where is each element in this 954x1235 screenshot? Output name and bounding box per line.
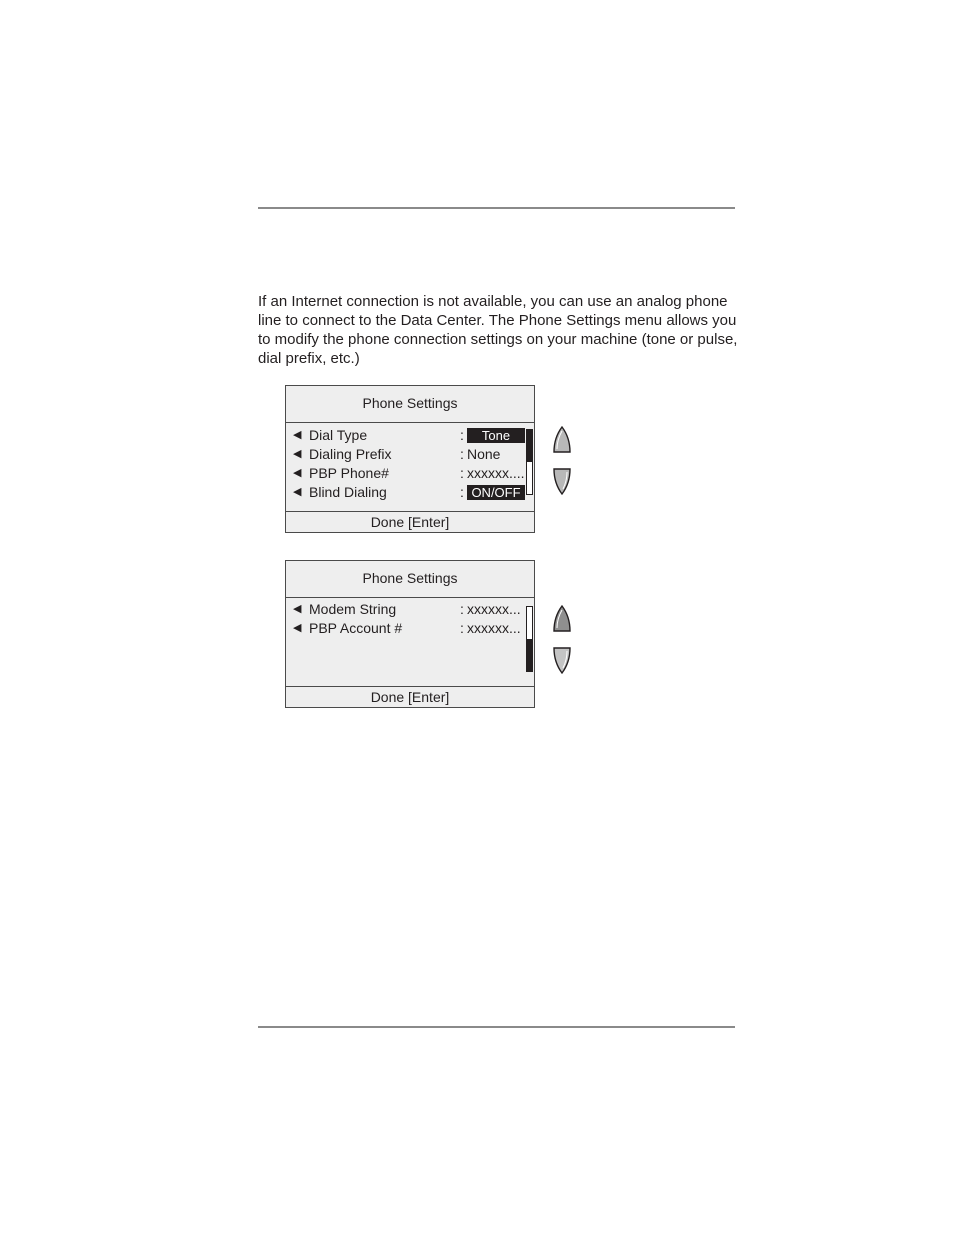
scroll-thumb[interactable]: [527, 430, 532, 462]
menu-item-label: Modem String: [309, 601, 397, 617]
menu-item-pbp-phone[interactable]: [293, 464, 534, 483]
scroll-thumb[interactable]: [527, 639, 532, 671]
phone-settings-screen-2: [285, 560, 535, 708]
done-enter-label[interactable]: Done [Enter]: [286, 686, 534, 707]
scrollbar[interactable]: [526, 429, 533, 495]
pbp-account-value: xxxxxx...: [467, 620, 521, 636]
pbp-phone-value: xxxxxx....: [467, 465, 525, 481]
separator-colon: :: [460, 601, 464, 617]
down-arrow-key-icon[interactable]: [552, 646, 572, 674]
menu-item-label: PBP Account #: [309, 620, 403, 636]
up-arrow-key-icon[interactable]: [552, 426, 572, 454]
phone-settings-screen-1: [285, 385, 535, 533]
scrollbar[interactable]: [526, 606, 533, 672]
done-enter-label[interactable]: Done [Enter]: [286, 511, 534, 532]
separator-colon: :: [460, 427, 464, 443]
menu-item-dialing-prefix[interactable]: [293, 445, 534, 464]
left-arrow-icon: ◀: [293, 467, 302, 479]
separator-colon: :: [460, 465, 464, 481]
left-arrow-icon: ◀: [293, 603, 302, 615]
blind-dialing-value: ON/OFF: [467, 485, 525, 500]
separator-colon: :: [460, 484, 464, 500]
modem-string-value: xxxxxx...: [467, 601, 521, 617]
screen-title: Phone Settings: [286, 561, 534, 598]
menu-item-label: PBP Phone#: [309, 465, 389, 481]
separator-colon: :: [460, 446, 464, 462]
menu-item-pbp-account[interactable]: [293, 619, 534, 638]
intro-paragraph: If an Internet connection is not available, you can use an analog phone line to connect to the Data Center. The Phone Settings menu allows you to modify the phone connection settings on your machine (tone or pulse, dial prefix, etc.): [258, 293, 738, 367]
dial-type-value: Tone: [467, 428, 525, 443]
left-arrow-icon: ◀: [293, 429, 302, 441]
menu-item-label: Dialing Prefix: [309, 446, 392, 462]
screen-menu: [286, 598, 534, 686]
menu-item-modem-string[interactable]: [293, 600, 534, 619]
bottom-rule: [258, 1026, 735, 1028]
down-arrow-key-icon[interactable]: [552, 467, 572, 495]
menu-item-label: Dial Type: [309, 427, 368, 443]
separator-colon: :: [460, 620, 464, 636]
up-arrow-key-icon[interactable]: [552, 605, 572, 633]
dialing-prefix-value: None: [467, 446, 501, 462]
menu-item-dial-type[interactable]: [293, 426, 534, 445]
left-arrow-icon: ◀: [293, 622, 302, 634]
left-arrow-icon: ◀: [293, 448, 302, 460]
left-arrow-icon: ◀: [293, 486, 302, 498]
menu-item-label: Blind Dialing: [309, 484, 387, 500]
top-rule: [258, 207, 735, 209]
screen-title: Phone Settings: [286, 386, 534, 423]
screen-menu: [286, 423, 534, 511]
menu-item-blind-dialing[interactable]: [293, 483, 534, 502]
